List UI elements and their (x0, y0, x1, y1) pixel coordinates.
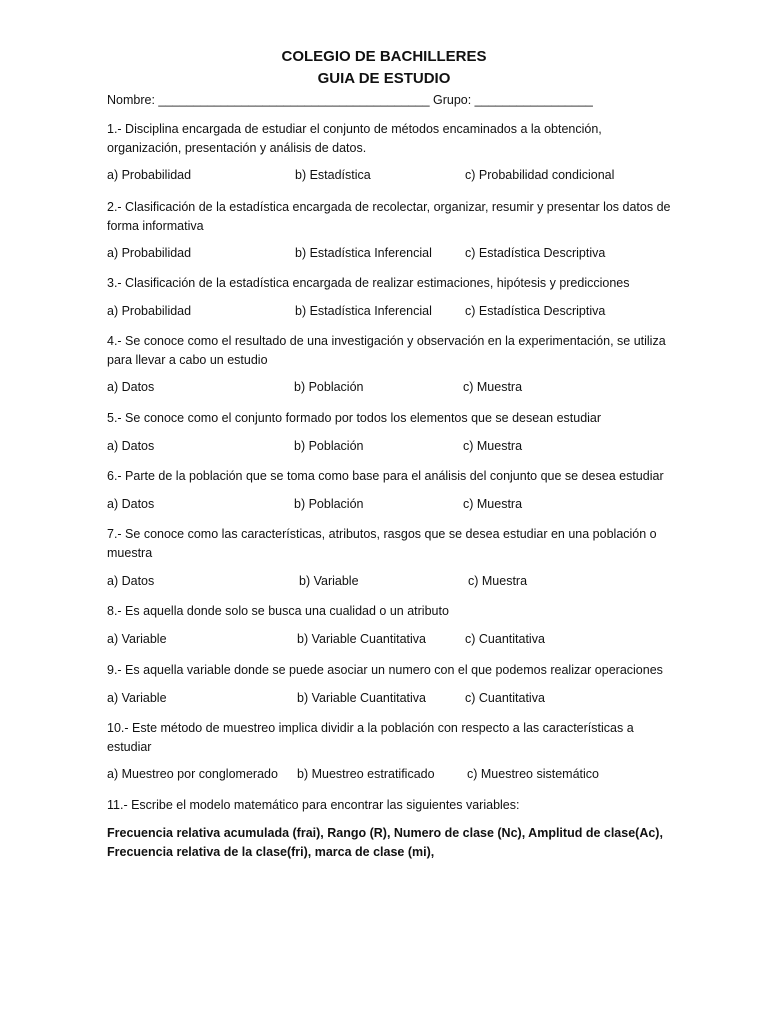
option-b: b) Muestreo estratificado (297, 767, 435, 781)
school-title: COLEGIO DE BACHILLERES (281, 48, 487, 65)
question-4: 4.- Se conoce como el resultado de una investigación y observación en la experimentación, se utiliza para llevar a cabo un estudio (107, 334, 666, 367)
question-5: 5.- Se conoce como el conjunto formado por todos los elementos que se desean estudiar (107, 411, 602, 425)
option-c: c) Cuantitativa (465, 691, 545, 705)
option-a: a) Datos (107, 380, 155, 394)
option-c: c) Estadística Descriptiva (465, 304, 606, 318)
option-c: c) Muestra (463, 497, 523, 511)
option-a: a) Variable (107, 691, 167, 705)
option-a: a) Probabilidad (107, 304, 192, 318)
name-label: Nombre: _______________________________________ (107, 93, 430, 107)
question-3: 3.- Clasificación de la estadística encargada de realizar estimaciones, hipótesis y predicciones (107, 276, 630, 290)
option-b: b) Población (294, 380, 364, 394)
option-b: b) Variable (299, 574, 359, 588)
option-a: a) Datos (107, 439, 155, 453)
option-c: c) Muestra (463, 439, 523, 453)
option-b: b) Estadística Inferencial (295, 304, 432, 318)
option-c: c) Muestra (463, 380, 523, 394)
question-2: 2.- Clasificación de la estadística encargada de recolectar, organizar, resumir y presentar los datos de forma informativa (107, 200, 671, 233)
option-b: b) Población (294, 439, 364, 453)
question-8: 8.- Es aquella donde solo se busca una cualidad o un atributo (107, 604, 449, 618)
option-a: a) Datos (107, 497, 155, 511)
option-c: c) Estadística Descriptiva (465, 246, 606, 260)
option-a: a) Probabilidad (107, 246, 192, 260)
option-b: b) Población (294, 497, 364, 511)
question-1: 1.- Disciplina encargada de estudiar el conjunto de métodos encaminados a la obtención, organización, presentación y análisis de datos. (107, 122, 602, 155)
variables-list: Frecuencia relativa acumulada (frai), Rango (R), Numero de clase (Nc), Amplitud de clase(Ac), Frecuencia relativa de la clase(fri), marca de clase (mi), (107, 826, 663, 859)
question-11: 11.- Escribe el modelo matemático para encontrar las siguientes variables: (107, 798, 520, 812)
option-b: b) Estadística Inferencial (295, 246, 432, 260)
option-c: c) Cuantitativa (465, 632, 545, 646)
option-a: a) Variable (107, 632, 167, 646)
document-title: GUIA DE ESTUDIO (317, 70, 451, 87)
option-c: c) Muestreo sistemático (467, 767, 599, 781)
name-field-line (107, 91, 677, 110)
option-a: a) Probabilidad (107, 168, 192, 182)
option-a: a) Datos (107, 574, 155, 588)
question-9: 9.- Es aquella variable donde se puede asociar un numero con el que podemos realizar operaciones (107, 663, 663, 677)
option-c: c) Muestra (468, 574, 528, 588)
option-b: b) Variable Cuantitativa (297, 691, 427, 705)
question-6: 6.- Parte de la población que se toma como base para el análisis del conjunto que se desea estudiar (107, 469, 664, 483)
option-a: a) Muestreo por conglomerado (107, 767, 278, 781)
question-7: 7.- Se conoce como las características, atributos, rasgos que se desea estudiar en una población o muestra (107, 527, 657, 560)
group-label: Grupo: _________________ (433, 93, 593, 107)
option-b: b) Variable Cuantitativa (297, 632, 427, 646)
option-c: c) Probabilidad condicional (465, 168, 615, 182)
question-10: 10.- Este método de muestreo implica dividir a la población con respecto a las características a estudiar (107, 721, 634, 754)
option-b: b) Estadística (295, 168, 371, 182)
